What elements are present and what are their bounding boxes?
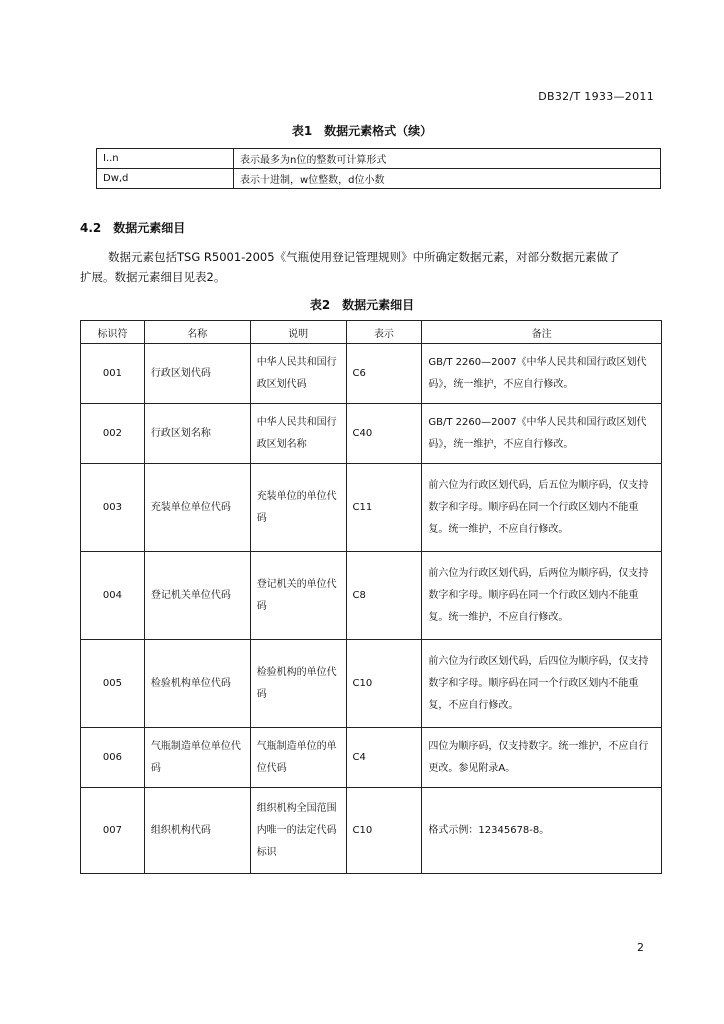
table2 bbox=[80, 320, 662, 874]
document-code: DB32/T 1933—2011 bbox=[538, 90, 654, 103]
rep-cell: C11 bbox=[346, 464, 422, 552]
rep-cell: C10 bbox=[346, 788, 422, 874]
name-cell: 气瓶制造单位单位代码 bbox=[144, 728, 250, 788]
page-number: 2 bbox=[637, 941, 644, 954]
id-cell: 005 bbox=[81, 640, 145, 728]
note-cell: 前六位为行政区划代码，后四位为顺序码，仅支持数字和字母。顺序码在同一个行政区划内不能重复，不应自行修改。 bbox=[422, 640, 662, 728]
header-name: 名称 bbox=[144, 321, 250, 344]
rep-cell: C8 bbox=[346, 552, 422, 640]
id-cell: 001 bbox=[81, 344, 145, 404]
name-cell: 行政区划名称 bbox=[144, 404, 250, 464]
note-cell: 前六位为行政区划代码，后两位为顺序码，仅支持数字和字母。顺序码在同一个行政区划内不能重复。统一维护，不应自行修改。 bbox=[422, 552, 662, 640]
format-code-cell: I..n bbox=[97, 149, 234, 169]
desc-cell: 中华人民共和国行政区划名称 bbox=[250, 404, 346, 464]
table-row bbox=[81, 464, 662, 552]
table-header-row bbox=[81, 321, 662, 344]
format-code-cell: Dw,d bbox=[97, 169, 234, 189]
name-cell: 检验机构单位代码 bbox=[144, 640, 250, 728]
id-cell: 003 bbox=[81, 464, 145, 552]
table-row bbox=[81, 344, 662, 404]
name-cell: 登记机关单位代码 bbox=[144, 552, 250, 640]
header-desc: 说明 bbox=[250, 321, 346, 344]
desc-cell: 充装单位的单位代码 bbox=[250, 464, 346, 552]
id-cell: 002 bbox=[81, 404, 145, 464]
note-cell: 四位为顺序码，仅支持数字。统一维护，不应自行更改。参见附录A。 bbox=[422, 728, 662, 788]
note-cell: GB/T 2260—2007《中华人民共和国行政区划代码》，统一维护，不应自行修改。 bbox=[422, 404, 662, 464]
desc-cell: 登记机关的单位代码 bbox=[250, 552, 346, 640]
format-desc-cell: 表示十进制，w位整数，d位小数 bbox=[234, 169, 661, 189]
format-desc-cell: 表示最多为n位的整数可计算形式 bbox=[234, 149, 661, 169]
rep-cell: C6 bbox=[346, 344, 422, 404]
id-cell: 006 bbox=[81, 728, 145, 788]
table-row bbox=[81, 788, 662, 874]
rep-cell: C4 bbox=[346, 728, 422, 788]
table-row bbox=[97, 149, 661, 169]
header-note: 备注 bbox=[422, 321, 662, 344]
table-row bbox=[81, 640, 662, 728]
header-rep: 表示 bbox=[346, 321, 422, 344]
desc-cell: 中华人民共和国行政区划代码 bbox=[250, 344, 346, 404]
name-cell: 组织机构代码 bbox=[144, 788, 250, 874]
name-cell: 充装单位单位代码 bbox=[144, 464, 250, 552]
table2-caption: 表2 数据元素细目 bbox=[309, 298, 415, 312]
note-cell: 前六位为行政区划代码，后五位为顺序码，仅支持数字和字母。顺序码在同一个行政区划内不能重复。统一维护，不应自行修改。 bbox=[422, 464, 662, 552]
note-cell: GB/T 2260—2007《中华人民共和国行政区划代码》，统一维护，不应自行修改。 bbox=[422, 344, 662, 404]
table1 bbox=[96, 148, 661, 189]
table-row bbox=[97, 169, 661, 189]
name-cell: 行政区划代码 bbox=[144, 344, 250, 404]
table-row bbox=[81, 728, 662, 788]
desc-cell: 检验机构的单位代码 bbox=[250, 640, 346, 728]
table-row bbox=[81, 552, 662, 640]
rep-cell: C10 bbox=[346, 640, 422, 728]
desc-cell: 气瓶制造单位的单位代码 bbox=[250, 728, 346, 788]
note-cell: 格式示例：12345678-8。 bbox=[422, 788, 662, 874]
id-cell: 007 bbox=[81, 788, 145, 874]
body-paragraph-line1: 数据元素包括TSG R5001-2005《气瓶使用登记管理规则》中所确定数据元素，对部分数据元素做了 bbox=[108, 250, 620, 264]
table1-caption: 表1 数据元素格式（续） bbox=[291, 124, 433, 138]
header-id: 标识符 bbox=[81, 321, 145, 344]
section-heading: 4.2 数据元素细目 bbox=[80, 221, 186, 235]
table-row bbox=[81, 404, 662, 464]
rep-cell: C40 bbox=[346, 404, 422, 464]
id-cell: 004 bbox=[81, 552, 145, 640]
body-paragraph-line2: 扩展。数据元素细目见表2。 bbox=[80, 270, 226, 284]
desc-cell: 组织机构全国范围内唯一的法定代码标识 bbox=[250, 788, 346, 874]
